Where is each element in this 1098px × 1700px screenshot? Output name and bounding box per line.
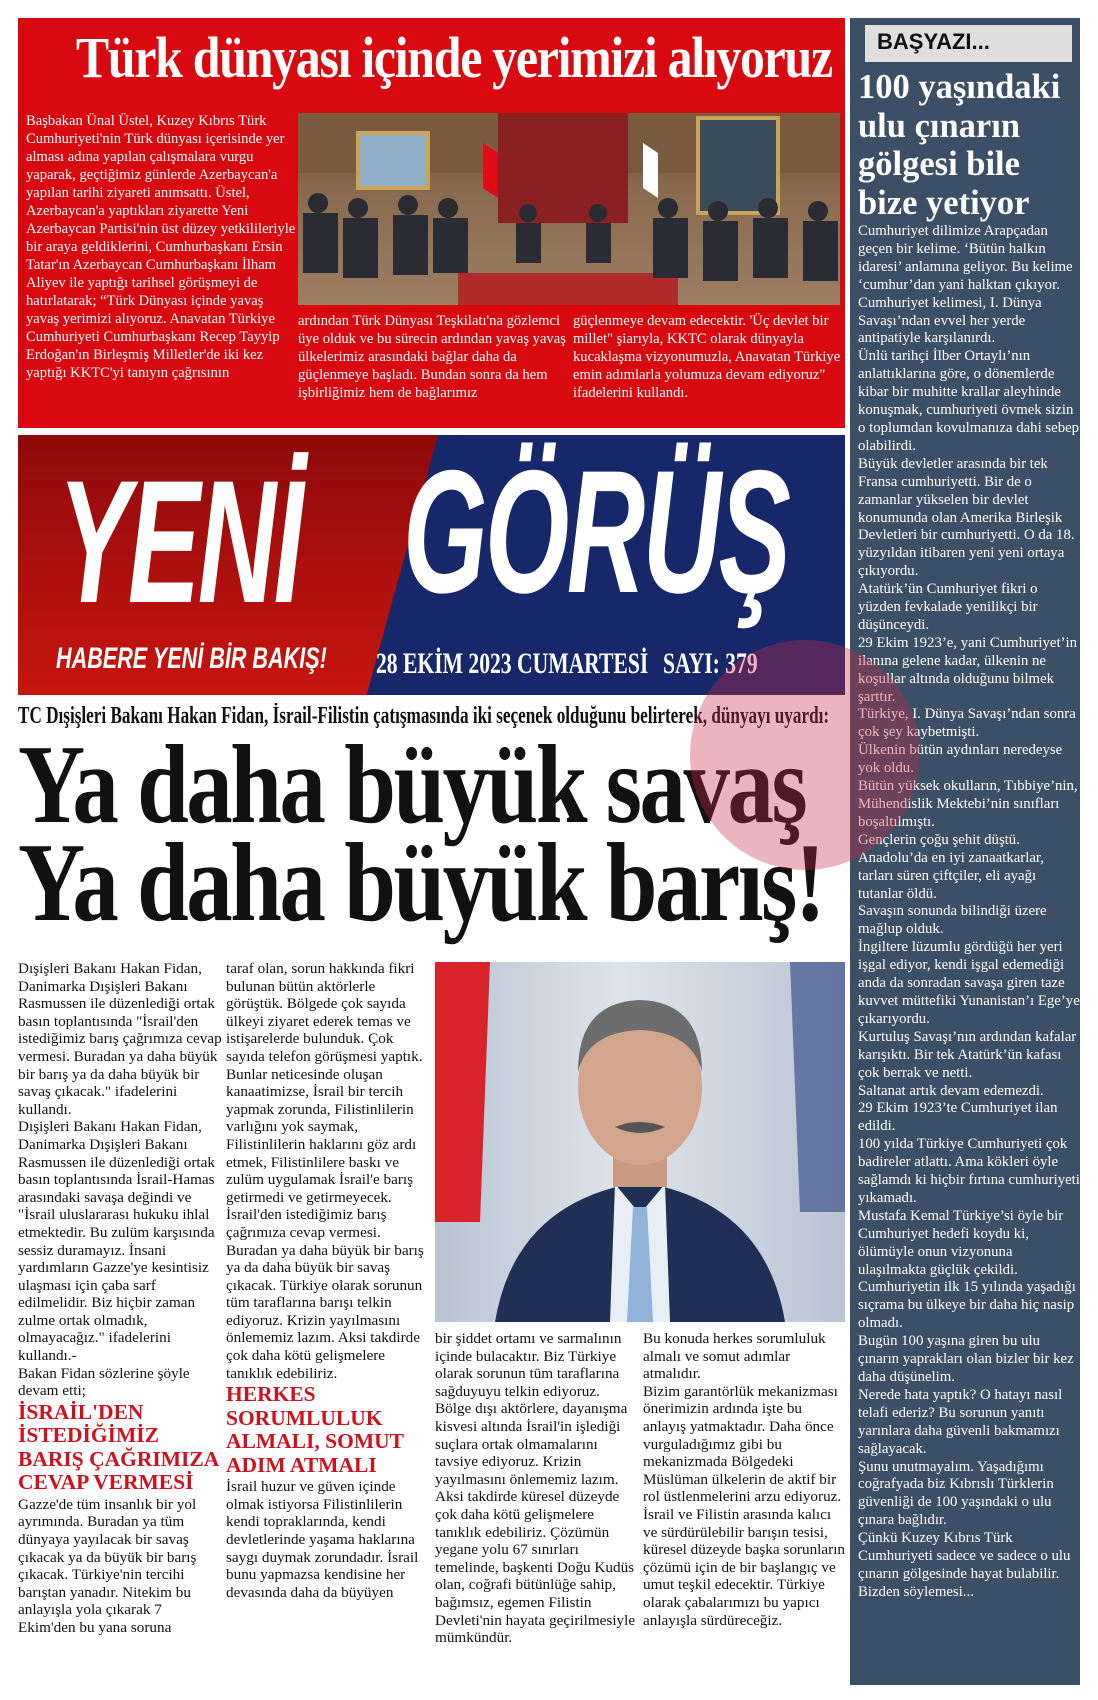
top-story-title: Türk dünyası içinde yerimizi alıyoruz — [75, 25, 832, 90]
editorial-headline — [858, 68, 1080, 222]
editorial-paragraph: Büyük devletler arasında bir tek Fransa cumhuriyetti. Bir de o zamanlar yükselen bir devlet konumunda olan Amerika Birleşik Devletleri bir cumhuriyetti. O da 18. yüzyıldan itibaren yeni yeni ortaya çıkıyordu. — [858, 455, 1075, 580]
main-headline-line-2: Ya daha büyük barış! — [18, 821, 824, 945]
editorial-paragraph: Saltanat artık devam edemezdi. — [858, 1082, 1044, 1099]
editorial-paragraph: Kurtuluş Savaşı’nın ardından kafalar karışıktı. Bir tek Atatürk’ün kafası çok berrak ve netti. — [858, 1028, 1077, 1081]
minister-portrait-photo — [435, 962, 845, 1322]
top-story — [18, 18, 845, 428]
paragraph: Dışişleri Bakanı Hakan Fidan, Danimarka Dışişleri Bakanı Rasmussen ile düzenlediği ortak basın toplantısında İsrail-Hamas arasındaki savaşa değindi ve "İsrail uluslararası hukuku ihlal etmektedir. Bu zulüm karşısında sessiz duramayız. İnsani yardımların Gazze'ye kesintisiz ulaşması için çaba sarf edilmelidir. Biz hiçbir zaman zulme ortak olmadık, olmayacağız." ifadelerini kullandı.- — [18, 1118, 215, 1365]
editorial-label: BAŞYAZI... — [865, 25, 1072, 62]
editorial-paragraph: Cumhuriyetin ilk 15 yılında yaşadığı sıçrama bu ülkeye bir daha hiç nasip olmadı. — [858, 1279, 1076, 1332]
editorial-paragraph: Cumhuriyet kelimesi, I. Dünya Savaşı’ndan evvel her yerde antipatiyle karşılanırdı. — [858, 294, 1042, 347]
masthead-logo-word-2: GÖRÜŞ — [403, 435, 789, 630]
editorial-column — [850, 18, 1080, 1685]
editorial-paragraph: İngiltere lüzumlu gördüğü her yeri işgal ediyor, kendi işgal edemediği anda da sonradan savaşa giren taze kuvvet müttefiki Yunanistan’ı Ege’ye çıkarıyordu. — [858, 939, 1080, 1027]
paragraph: Bizim garantörlük mekanizması önerimizin ardında işte bu anlayış yatmaktadır. Daha önce vurguladığımız gibi bu mekanizmada Bölgedeki Müslüman ülkelerin de aktif bir rol üstlenmelerini arzu ediyoruz. İsrail ve Filistin arasında kalıcı ve sürdürülebilir barışın tesisi, küresel düzeyde başka sorunların çözümü için de bir başlangıç ve umut teşkil edecektir. Türkiye olarak çabalarımızı bu yapıcı anlayışla sürdüreceğiz. — [643, 1382, 846, 1629]
editorial-paragraph: Savaşın sonunda bilindiği üzere mağlup olduk. — [858, 903, 1047, 938]
editorial-paragraph: Ünlü tarihçi İlber Ortaylı’nın anlattıklarına göre, o dönemlerde kibar bir muhitte krallar aleyhinde konuşmak, cumhuriyeti övmek sizin o toplumdan kovulmanıza dahi sebep olabilirdi. — [858, 348, 1080, 454]
editorial-paragraph: Türkiye, I. Dünya Savaşı’ndan sonra çok şey kaybetmişti. — [858, 706, 1076, 741]
issue-date: 28 EKİM 2023 CUMARTESİ — [376, 647, 649, 680]
main-story-column-2 — [226, 960, 431, 1601]
editorial-paragraph: 29 Ekim 1923’te Cumhuriyet ilan edildi. — [858, 1100, 1058, 1135]
paragraph: Gazze'de tüm insanlık bir yol ayrımında. Buradan ya tüm dünyaya yayılacak bir savaş çıkacak ya da büyük bir barış çıkacak. Türkiye'nin tercihi barıştan yanadır. Nitekim bu anlayışla yola çıkarak 7 Ekim'den bu yana soruna — [18, 1495, 197, 1636]
top-story-column-1: Başbakan Ünal Üstel, Kuzey Kıbrıs Türk Cumhuriyeti'nin Türk dünyası içerisinde yer alması adına yapılan çalışmalara vurgu yaparak, geçtiğimiz günlerde Azerbaycan'a yapılan tarihi ziyareti anımsattı. Üstel, Azerbaycan'a yaptıkları ziyarette Yeni Azerbaycan Partisi'nin üst düzey yetkilileriyle bir araya geldiklerini, Cumhurbaşkanı Ersin Tatar'ın Azerbaycan Cumhurbaşkanı İlham Aliyev ile yaptığı tarihsel görüşmeyi de hatırlatarak; “Türk Dünyası içinde yavaş yavaş yerimizi alıyoruz. Anavatan Türkiye Cumhuriyeti Cumhurbaşkanı Recep Tayyip Erdoğan'ın Birleşmiş Milletler'de iki kez yaptığı KKTC'yi tanıyın çağrısının — [26, 113, 296, 381]
main-story-kicker: TC Dışişleri Bakanı Hakan Fidan, İsrail-Filistin çatışmasında iki seçenek olduğunu belirterek, dünyayı uyardı: — [18, 703, 830, 729]
paragraph: İsrail huzur ve güven içinde olmak istiyorsa Filistinlilerin kendi topraklarında, kendi devletlerinde yaşama haklarına saygı duymak zorundadır. İsrail bunu yapmazsa kendisine her devasında daha da büyüyen — [226, 1478, 419, 1601]
headline-line: 100 yaşındaki — [858, 68, 1061, 106]
paragraph: Bu konuda herkes sorumluluk almalı ve somut adımlar atmalıdır. — [643, 1330, 826, 1383]
editorial-paragraph: 29 Ekim 1923’e, yani Cumhuriyet’in ilanına gelene kadar, ülkenin ne koşullar altında olduğunu bilmek şarttır. — [858, 634, 1078, 705]
editorial-paragraph: Gençlerin çoğu şehit düştü. — [858, 831, 1020, 848]
editorial-paragraph: Bugün 100 yaşına giren bu ulu çınarın yaprakları olan bizler bir kez daha düşünelim. — [858, 1333, 1074, 1385]
paragraph: taraf olan, sorun hakkında fikri bulunan bütün aktörlerle görüştük. Bölgede çok sayıda ülkeyi ziyaret ederek temas ve istişarelerde bulunduk. Çok sayıda telefon görüşmesi yaptık. — [226, 960, 423, 1065]
main-story-column-4 — [643, 1330, 848, 1629]
top-story-column-2: ardından Türk Dünyası Teşkilatı'na gözlemci üye olduk ve bu sürecin ardından yavaş yavaş ülkelerimiz arasındaki bağlar daha da güçlenmeye başladı. Bundan sonra da hem işbirliğimiz hem de bağlarımız — [298, 313, 566, 401]
editorial-paragraph: Bütün yüksek okulların, Tıbbiye’nin, Mühendislik Mektebi’nin sınıfları boşaltılmıştı. — [858, 778, 1078, 830]
editorial-paragraph: Atatürk’ün Cumhuriyet fikri o yüzden fevkalade yenilikçi bir düşünceydi. — [858, 581, 1038, 633]
meeting-photo — [298, 113, 840, 305]
main-story-column-3 — [435, 1330, 640, 1647]
main-story-column-1 — [18, 960, 223, 1637]
subheading: HERKES SORUMLULUK ALMALI, SOMUT ADIM ATMALI — [226, 1382, 404, 1477]
top-story-column-3: güçlenmeye devam edecektir. 'Üç devlet bir millet" şiarıyla, KKTC olarak dünyayla kucaklaşma vizyonumuzla, Anavatan Türkiye emin adımlarla yolumuza devam ediyoruz" ifadelerini kullandı. — [573, 313, 841, 401]
issue-number: SAYI: 379 — [663, 647, 758, 680]
headline-line: gölgesi bile — [858, 145, 1020, 183]
editorial-paragraph: Anadolu’da en iyi zanaatkarlar, tarları süren çiftçiler, eli ayağı tutanlar öldü. — [858, 849, 1044, 902]
subheading: İSRAİL'DEN İSTEDİĞİMİZ BARIŞ ÇAĞRIMIZA CEVAP VERMESİ — [18, 1399, 219, 1495]
editorial-paragraph: 100 yılda Türkiye Cumhuriyeti çok badireler atlattı. Ama kökleri öyle sağlamdı ki hiçbir fırtına cumhuriyeti yıkamadı. — [858, 1136, 1080, 1206]
editorial-body — [858, 223, 1080, 1602]
headline-line: ulu çınarın — [858, 106, 1021, 145]
main-headline-line-1: Ya daha büyük savaş — [18, 723, 806, 847]
editorial-paragraph: Çünkü Kuzey Kıbrıs Türk Cumhuriyeti sadece ve sadece o ulu çınarın gölgesinde hayat bulabilir. Bizden söylemesi... — [858, 1530, 1071, 1600]
masthead-slogan: HABERE YENİ BİR BAKIŞ! — [56, 642, 327, 675]
editorial-paragraph: Şunu unutmayalım. Yaşadığımı coğrafyada biz Kıbrıslı Türklerin güvenliği de 100 yaşındaki o ulu çınara bağlıdır. — [858, 1458, 1054, 1529]
editorial-paragraph: Mustafa Kemal Türkiye’si öyle bir Cumhuriyet hedefi koydu ki, ölümüyle onun vizyonuna ulaşılmakta güçlük çekildi. — [858, 1207, 1064, 1278]
masthead — [18, 435, 845, 695]
headline-line: bize yetiyor — [858, 183, 1030, 222]
editorial-paragraph: Cumhuriyet dilimize Arapçadan geçen bir kelime. ‘Bütün halkın idaresi’ anlamına geliyor. Bu kelime ‘cumhur’dan yani halktan çıkıyor. — [858, 223, 1073, 293]
paragraph: Bölge dışı aktörlere, dayanışma kisvesi altında İsrail'in işlediği suçlara ortak olmamalarını tavsiye ediyoruz. Krizin yayılmasını önlememiz lazım. Aksi takdirde küresel düzeyde çok daha kötü gelişmelere tanıklık edebiliriz. Çözümün yegane yolu 67 sınırları temelinde, başkenti Doğu Kudüs olan, coğrafi bütünlüğe sahip, bağımsız, egemen Filistin Devleti'nin hayata geçirilmesiyle mümkündür. — [435, 1400, 636, 1647]
editorial-paragraph: Ülkenin bütün aydınları neredeyse yok oldu. — [858, 742, 1063, 777]
editorial-paragraph: Nerede hata yaptık? O hatayı nasıl telafi ederiz? Bu sorunun yanıtı yarınlara daha güvenli bakmamızı sağlayacak. — [858, 1386, 1063, 1457]
paragraph: Bunlar neticesinde oluşan kanaatimizse, İsrail bir tercih yapmak zorunda, Filistinlilerin varlığını yok saymak, Filistinlilerin haklarını göz ardı etmek, Filistinlilere baskı ve zulüm uygulamak İsrail'e barış getirmedi ve getirmeyecek. İsrail'den istediğimiz barış çağrımıza cevap vermesi. Buradan ya daha büyük bir barış ya da daha büyük bir savaş çıkacak. Türkiye olarak sorunun tüm taraflarına barışı telkin ediyoruz. Krizin yayılmasını önlememiz lazım. Aksi takdirde çok daha kötü gelişmelere tanıklık edebiliriz. — [226, 1065, 424, 1382]
paragraph: Bakan Fidan sözlerine şöyle devam etti; — [18, 1364, 190, 1400]
masthead-logo-word-1: YENİ — [58, 445, 302, 640]
paragraph: Dışişleri Bakanı Hakan Fidan, Danimarka Dışişleri Bakanı Rasmussen ile düzenlediği ortak basın toplantısında "İsrail'den istediğimiz barış çağrımıza cevap vermesi. Buradan ya daha büyük bir barış ya da daha büyük bir savaş çıkacak." ifadelerini kullandı. — [18, 960, 222, 1118]
paragraph: bir şiddet ortamı ve sarmalının içinde bulacaktır. Biz Türkiye olarak sorunun tüm taraflarına sağduyuyu telkin ediyoruz. — [435, 1330, 622, 1400]
